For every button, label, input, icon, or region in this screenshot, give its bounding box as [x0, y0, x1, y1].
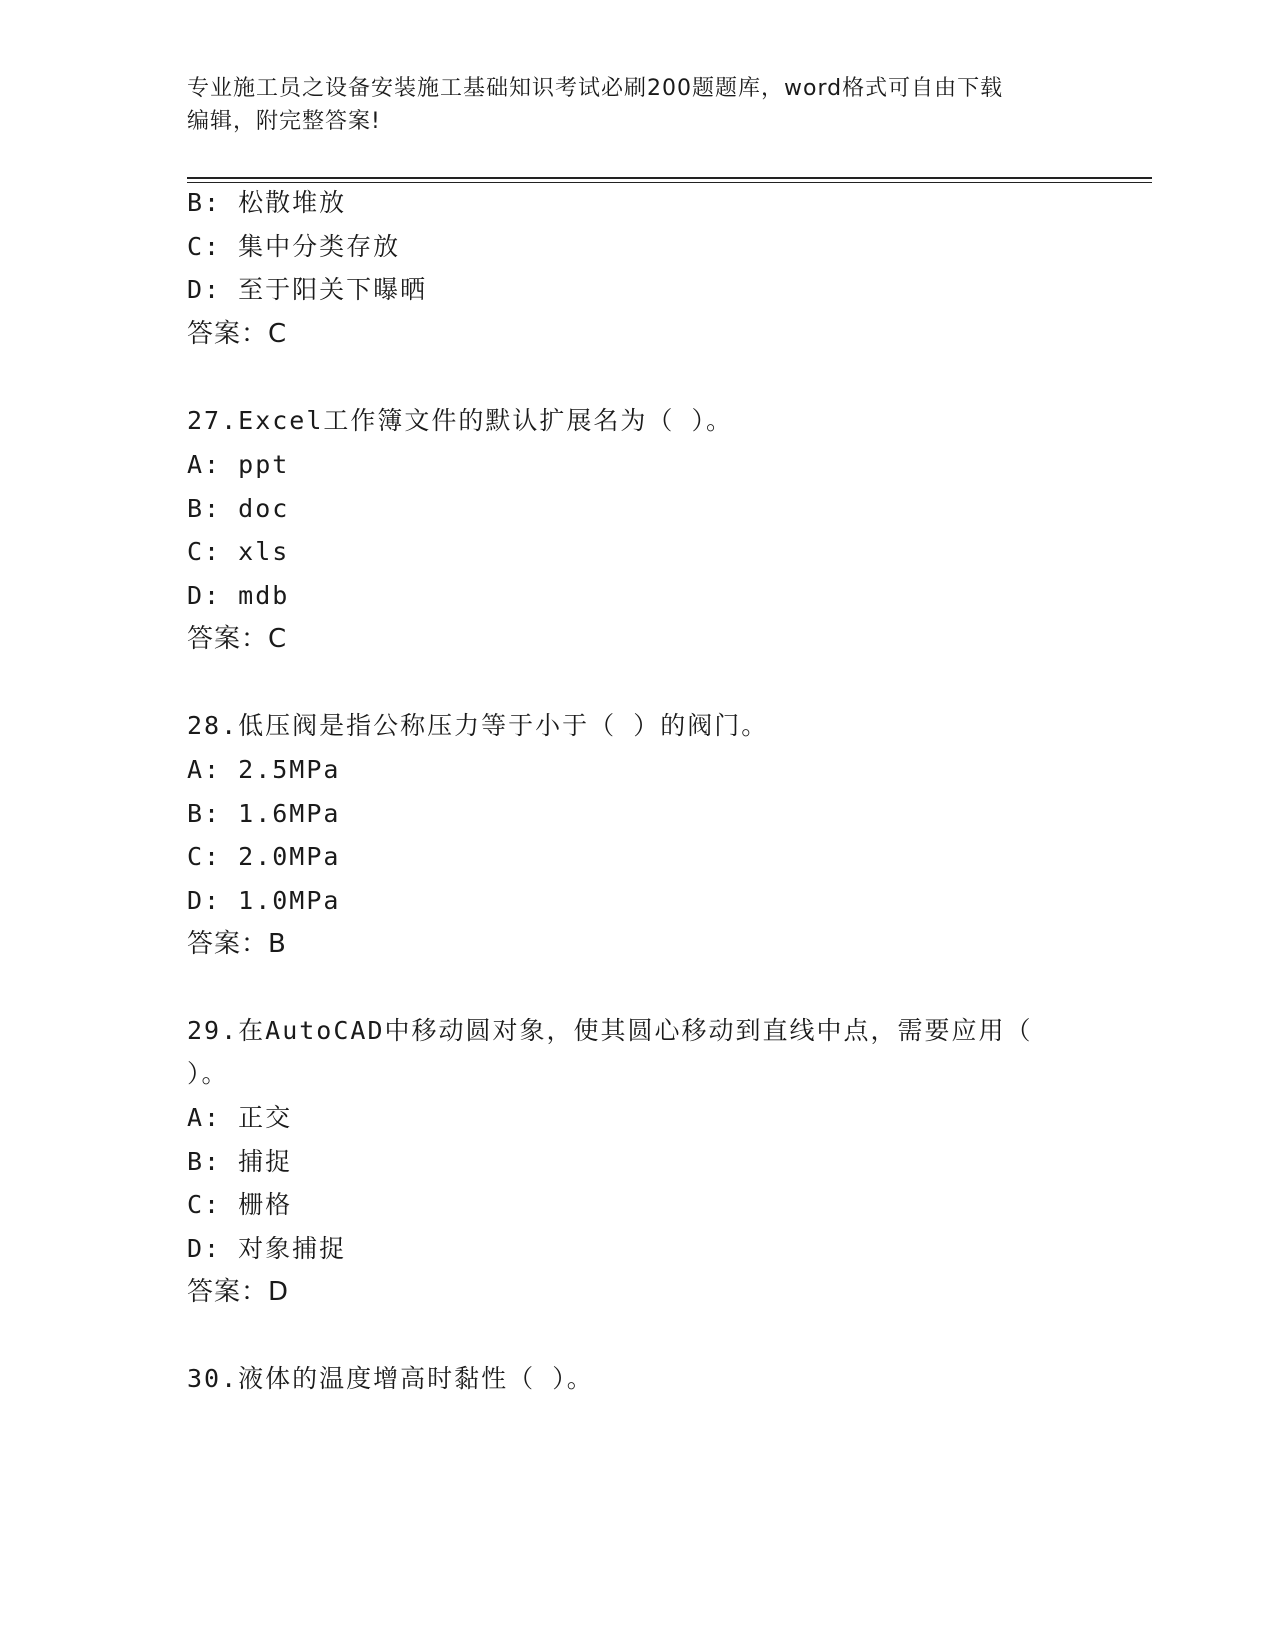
question-27-option-c: C: xls [187, 537, 290, 566]
question-27-option-b: B: doc [187, 494, 290, 523]
question-29-option-c: C: 栅格 [187, 1190, 293, 1219]
question-28-stem: 28.低压阀是指公称压力等于小于（ ）的阀门。 [187, 711, 769, 740]
document-header [187, 72, 1067, 138]
question-29-answer: 答案：D [187, 1277, 290, 1307]
question-27-answer: 答案：C [187, 624, 288, 654]
question-29-option-b: B: 捕捉 [187, 1147, 293, 1176]
question-29-stem-line-1: 29.在AutoCAD中移动圆对象，使其圆心移动到直线中点，需要应用（ [187, 1016, 1033, 1045]
option-d: D: 至于阳关下曝晒 [187, 275, 428, 304]
option-c: C: 集中分类存放 [187, 232, 401, 261]
question-29-option-d: D: 对象捕捉 [187, 1234, 347, 1263]
answer-line: 答案：C [187, 319, 288, 349]
question-27-option-d: D: mdb [187, 581, 290, 610]
header-divider-thin [187, 182, 1152, 183]
question-27-stem: 27.Excel工作簿文件的默认扩展名为（ ）。 [187, 406, 733, 435]
header-divider-thick [187, 177, 1152, 179]
question-29-stem-line-2: ）。 [187, 1059, 229, 1088]
option-b: B: 松散堆放 [187, 188, 347, 217]
question-28-option-b: B: 1.6MPa [187, 799, 341, 828]
header-title-line-1: 专业施工员之设备安装施工基础知识考试必刷200题题库，word格式可自由下载 [187, 76, 1004, 101]
question-28-answer: 答案：B [187, 929, 287, 959]
question-28-option-d: D: 1.0MPa [187, 886, 341, 915]
question-29-option-a: A: 正交 [187, 1103, 293, 1132]
question-28-option-c: C: 2.0MPa [187, 842, 341, 871]
header-title-line-2: 编辑，附完整答案! [187, 109, 381, 134]
question-30-stem: 30.液体的温度增高时黏性（ ）。 [187, 1364, 594, 1393]
question-27-option-a: A: ppt [187, 450, 290, 479]
question-28-option-a: A: 2.5MPa [187, 755, 341, 784]
